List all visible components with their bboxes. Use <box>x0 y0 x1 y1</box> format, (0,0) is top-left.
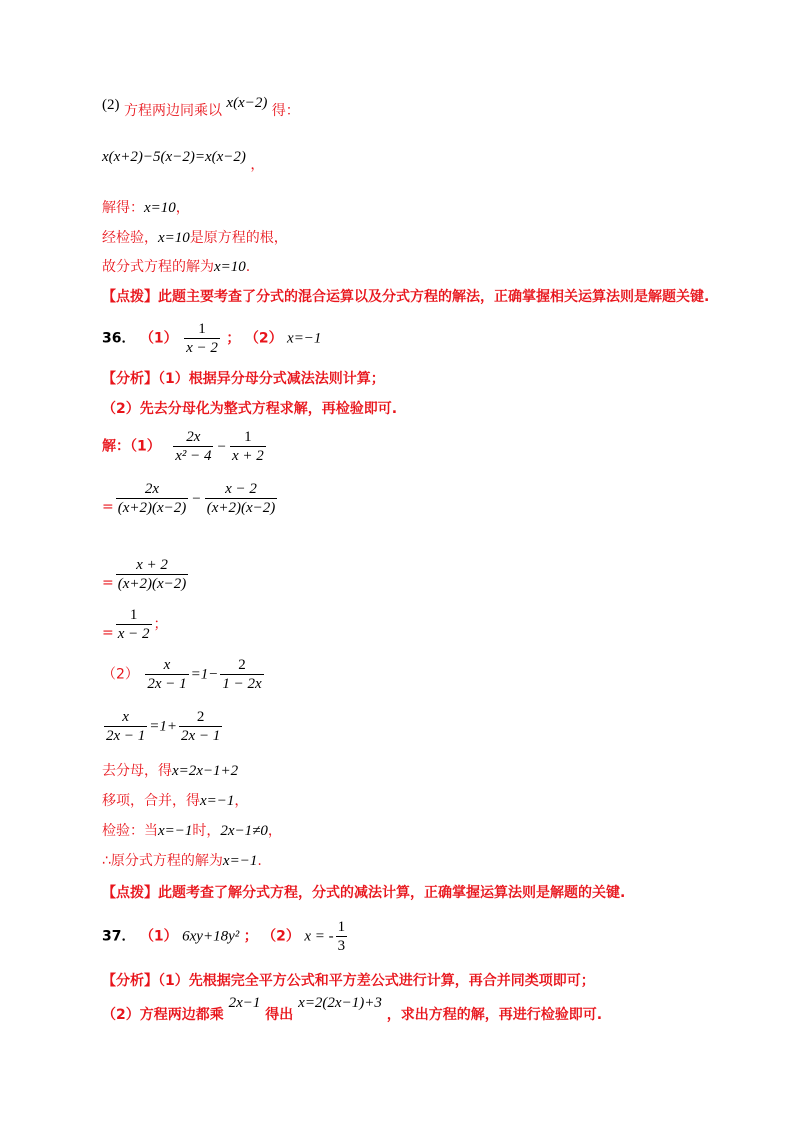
solution-expr-line <box>102 428 268 465</box>
denominator: 1 − 2x <box>222 676 262 692</box>
part-label: (2) <box>102 97 120 113</box>
solution-expr-line <box>102 480 279 517</box>
step-text: 是原方程的根， <box>189 230 288 246</box>
punct: . <box>245 259 251 275</box>
denominator: 2x − 1 <box>106 728 146 744</box>
fraction <box>220 656 263 693</box>
math-expr: 6xy+18y² <box>182 928 240 945</box>
math-expr: =1− <box>190 666 219 683</box>
denominator: (x+2)(x−2) <box>117 576 187 592</box>
punct: ； <box>243 928 258 945</box>
denominator: x − 2 <box>186 340 218 356</box>
punct: ， <box>267 823 282 839</box>
punct: ， <box>175 200 190 216</box>
fraction <box>145 656 188 693</box>
step-line <box>102 850 262 872</box>
punct: ； <box>226 330 241 347</box>
math-expr: x=2x−1+2 <box>172 763 239 779</box>
equals-sign: = <box>102 624 114 641</box>
step-text: ∴原分式方程的解为 <box>102 853 223 869</box>
step-text: 去分母，得 <box>102 763 172 779</box>
tip-line <box>102 286 709 308</box>
punct: . <box>257 853 262 869</box>
part-label: （2） <box>244 330 283 347</box>
analysis-heading: 【分析】 <box>102 973 158 989</box>
math-expr: 2x−1 <box>228 995 261 1011</box>
numerator: 2 <box>196 709 205 725</box>
fraction <box>116 556 189 593</box>
analysis-text: （1）先根据完全平方公式和平方差公式进行计算，再合并同类项即可； <box>158 973 595 989</box>
math-expr: x(x+2)−5(x−2)=x(x−2) <box>102 149 246 165</box>
question-number: 37． <box>102 928 136 945</box>
tip-text: 此题主要考查了分式的混合运算以及分式方程的解法，正确掌握相关运算法则是解题关键. <box>158 289 710 305</box>
equals-sign: = <box>102 498 114 515</box>
check-line <box>102 227 288 249</box>
step-text: 得： <box>271 103 300 119</box>
step-line <box>102 820 282 842</box>
math-expr: 2x−1≠0 <box>220 823 268 839</box>
fraction <box>336 918 348 955</box>
denominator: (x+2)(x−2) <box>117 500 187 516</box>
denominator: 2x − 1 <box>181 728 221 744</box>
punct: ， <box>250 157 265 173</box>
math-expr: x=2(2x−1)+3 <box>298 995 382 1011</box>
numerator: 1 <box>244 429 252 445</box>
numerator: 2 <box>238 657 246 673</box>
analysis-line <box>102 398 397 420</box>
operator: − <box>192 490 201 507</box>
question-36-answer <box>102 320 321 357</box>
math-expr: x=−1 <box>200 793 235 809</box>
numerator: x <box>122 709 129 725</box>
solution-expr-line <box>102 606 168 643</box>
step-text: 方程两边同乘以 <box>123 103 222 119</box>
math-expr: x=−1 <box>158 823 193 839</box>
solution-expr-line <box>102 656 266 693</box>
analysis-text: 得出 <box>265 1007 294 1023</box>
part-label: （2） <box>262 928 300 945</box>
tip-heading: 【点拨】 <box>102 885 158 901</box>
punct: ， <box>234 793 249 809</box>
math-expr: x=−1 <box>222 853 258 869</box>
math-expr: x=−1 <box>287 330 322 347</box>
fraction <box>116 480 189 517</box>
numerator: 2x <box>186 429 201 445</box>
question-37-answer <box>102 918 349 955</box>
tip-heading: 【点拨】 <box>102 289 158 305</box>
part-label: （2） <box>102 666 139 683</box>
fraction <box>104 708 147 745</box>
math-expr: x = - <box>304 928 334 945</box>
math-expr: x=10 <box>144 200 176 216</box>
tip-line <box>102 882 625 904</box>
step-text: 解得： <box>102 200 144 216</box>
analysis-text: （1）根据异分母分式减法法则计算； <box>158 371 385 387</box>
equation-line <box>102 146 265 173</box>
equals-sign: = <box>102 574 114 591</box>
denominator: x + 2 <box>231 448 264 464</box>
denominator: x − 2 <box>117 626 150 642</box>
operator: − <box>217 438 226 455</box>
step-multiply-line <box>102 95 300 122</box>
analysis-line <box>102 970 595 992</box>
fraction <box>173 428 213 465</box>
solve-line <box>102 197 190 219</box>
step-text: 检验：当 <box>102 823 158 839</box>
solution-label: 解：（1） <box>102 438 161 455</box>
denominator: 3 <box>337 938 346 954</box>
fraction <box>116 606 152 643</box>
numerator: 1 <box>337 919 346 935</box>
denominator: x² − 4 <box>175 448 212 464</box>
analysis-text: （2）方程两边都乘 <box>102 1007 224 1023</box>
fraction <box>205 480 278 517</box>
math-expr: x(x−2) <box>226 95 268 111</box>
part-label: （1） <box>139 330 178 347</box>
denominator: 2x − 1 <box>147 676 187 692</box>
analysis-text: （2）先去分母化为整式方程求解，再检验即可. <box>102 401 398 417</box>
denominator: (x+2)(x−2) <box>206 500 276 516</box>
analysis-line <box>102 368 385 390</box>
numerator: 1 <box>129 607 138 623</box>
numerator: 2x <box>144 481 160 497</box>
solution-expr-line <box>102 556 190 593</box>
fraction <box>230 428 266 465</box>
final-line <box>102 256 250 278</box>
numerator: x + 2 <box>136 557 168 573</box>
analysis-text: ，求出方程的解，再进行检验即可. <box>386 1007 603 1023</box>
solution-expr-line <box>102 708 224 745</box>
tip-text: 此题考查了解分式方程，分式的减法计算，正确掌握运算法则是解题的关键. <box>158 885 626 901</box>
punct: ； <box>153 616 168 633</box>
analysis-line <box>102 995 603 1026</box>
step-text: 时， <box>192 823 221 839</box>
fraction <box>179 708 222 745</box>
step-line <box>102 760 238 782</box>
fraction <box>184 320 220 357</box>
numerator: 1 <box>198 321 206 337</box>
math-expr: x=10 <box>214 259 246 275</box>
math-expr: x=10 <box>158 230 190 246</box>
step-text: 移项，合并，得 <box>102 793 200 809</box>
part-label: （1） <box>139 928 178 945</box>
math-expr: =1+ <box>149 718 178 735</box>
question-number: 36． <box>102 330 136 347</box>
step-text: 故分式方程的解为 <box>102 259 214 275</box>
numerator: x <box>163 657 171 673</box>
step-text: 经检验， <box>102 230 158 246</box>
step-line <box>102 790 248 812</box>
numerator: x − 2 <box>225 481 257 497</box>
analysis-heading: 【分析】 <box>102 371 158 387</box>
